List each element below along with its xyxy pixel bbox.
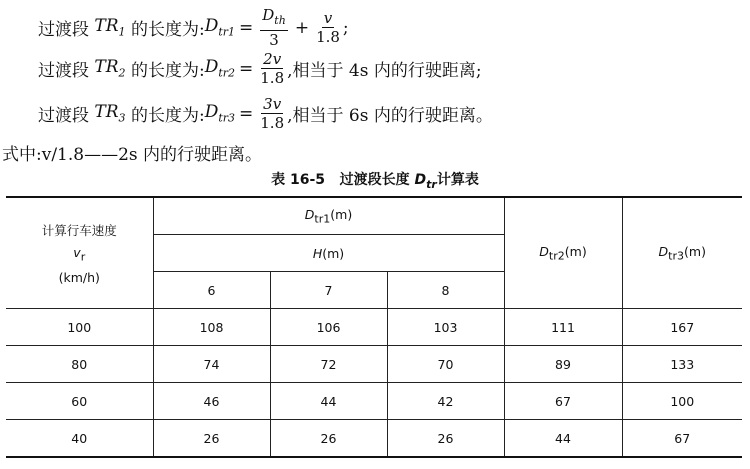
dtr3-header: $D_{tr3}(m)$ <box>622 197 742 309</box>
d-symbol: $D_{tr2}$ <box>204 57 236 80</box>
dtr1-header: $D_{tr1}(m)$ <box>153 197 504 235</box>
fraction-3v-1.8: $\frac{3v}{1.8}$ <box>260 95 285 132</box>
formula-line-2: 过渡段 $TR_2$ 的长度为: $D_{tr2}$ = $\frac{2v}{1.8}$ ,相当于 4s 内的行驶距离; <box>38 50 482 87</box>
h-value-6: 6 <box>153 272 270 309</box>
formula-middle: 的长度为: <box>130 61 205 81</box>
tr-symbol: $TR_2$ <box>94 57 126 80</box>
fraction-dth-3: $\frac{D_{th}}{3}$ <box>262 6 286 49</box>
formula-middle: 的长度为: <box>130 106 205 126</box>
formula-line-1: 过渡段 $TR_1$ 的长度为: $D_{tr1}$ = $\frac{D_{th}}{3}$ + $\frac{v}{1.8}$ ; <box>38 6 349 49</box>
tr-symbol: $TR_1$ <box>94 16 126 39</box>
h-value-8: 8 <box>387 272 504 309</box>
table-row: 40 26 26 26 44 67 <box>6 420 742 458</box>
fraction-v-1.8: $\frac{v}{1.8}$ <box>316 9 340 46</box>
formula-prefix: 过渡段 <box>38 106 89 126</box>
note-line: 式中:v/1.8——2s 内的行驶距离。 <box>2 145 263 165</box>
tr-symbol: $TR_3$ <box>94 102 126 125</box>
formula-prefix: 过渡段 <box>38 61 89 81</box>
fraction-2v-1.8: $\frac{2v}{1.8}$ <box>260 50 285 87</box>
dtr2-header: $D_{tr2}(m)$ <box>504 197 622 309</box>
table-caption: 表 16-5 过渡段长度 $D_{tr}$计算表 <box>271 172 479 191</box>
speed-header: 计算行车速度 $v_r$ (km/h) <box>6 197 153 309</box>
d-symbol: $D_{tr1}$ <box>204 16 236 39</box>
table-row: 100 108 106 103 111 167 <box>6 309 742 346</box>
h-header: H(m) <box>153 235 504 272</box>
formula-prefix: 过渡段 <box>38 20 89 40</box>
data-table <box>6 196 742 458</box>
formula-line-3: 过渡段 $TR_3$ 的长度为: $D_{tr3}$ = $\frac{3v}{1.8}$ ,相当于 6s 内的行驶距离。 <box>38 95 493 132</box>
table-row: 60 46 44 42 67 100 <box>6 383 742 420</box>
table-row: 80 74 72 70 89 133 <box>6 346 742 383</box>
formula-middle: 的长度为: <box>130 20 205 40</box>
d-symbol: $D_{tr3}$ <box>204 102 236 125</box>
h-value-7: 7 <box>270 272 387 309</box>
